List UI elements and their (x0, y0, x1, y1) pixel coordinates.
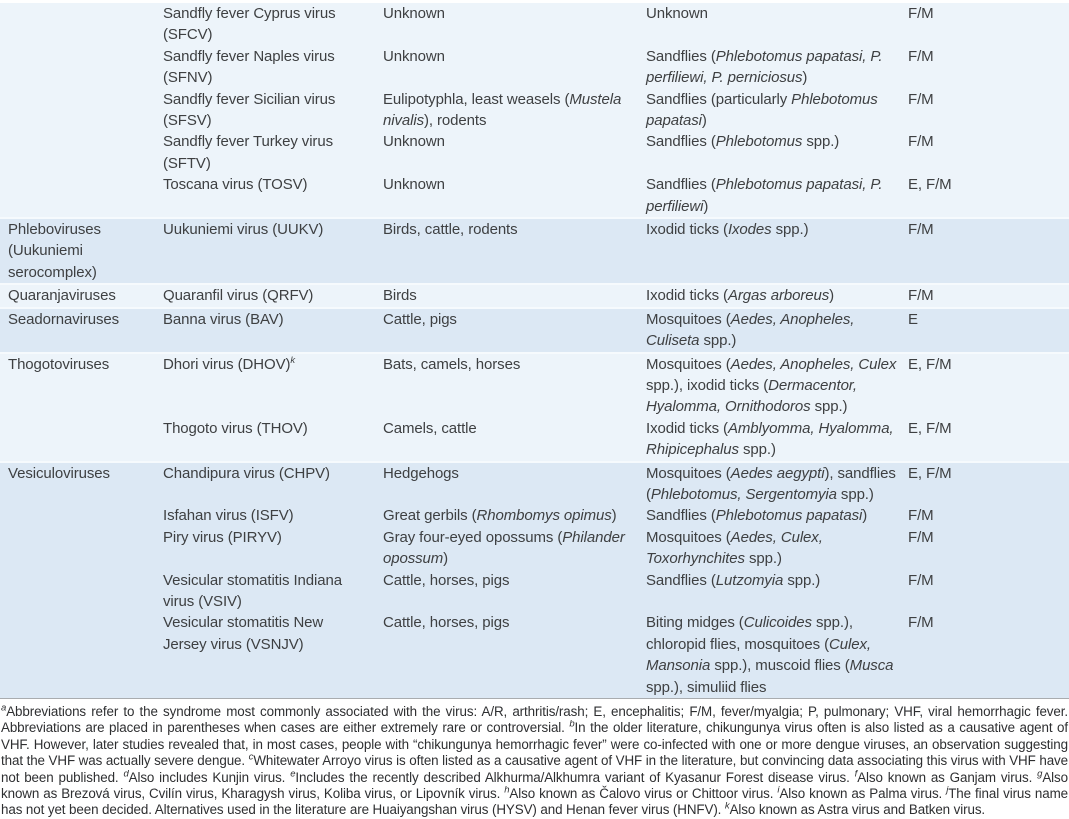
vectors-cell (646, 46, 908, 89)
table-row (0, 505, 1069, 526)
footnotes (0, 704, 1069, 819)
text-segment: Unknown (383, 5, 445, 22)
syndrome-cell: F/M (908, 507, 934, 525)
text-segment: Lutzomyia (715, 571, 784, 589)
footnote-marker: i (777, 784, 780, 796)
syndrome-cell: E, F/M (908, 355, 952, 373)
text-segment: Aedes aegypti (730, 464, 825, 482)
text-segment: Culex, Mansonia (646, 635, 871, 675)
vectors-cell (646, 285, 908, 306)
group-cell (8, 570, 163, 613)
table-row (0, 527, 1069, 570)
hosts-cell (383, 309, 646, 352)
text-segment: ), rodents (423, 112, 487, 130)
group-cell (8, 46, 163, 89)
virus-cell (163, 463, 383, 506)
table-row (0, 219, 1069, 283)
text-segment: Birds (383, 287, 417, 305)
syndrome-cell: E, F/M (908, 419, 952, 437)
syndrome-cell: E, F/M (908, 176, 952, 194)
hosts-cell (383, 46, 646, 89)
table-row (0, 89, 1069, 132)
text-segment: Mosquitoes ( (646, 355, 731, 373)
virus-cell (163, 418, 383, 461)
text-segment: Mosquitoes ( (646, 464, 731, 482)
text-segment: Sandflies (particularly (646, 90, 792, 108)
text-segment: spp.), ixodid ticks ( (646, 376, 769, 394)
vectors-cell (646, 174, 908, 217)
group-cell (8, 89, 163, 132)
hosts-cell (383, 131, 646, 174)
table-row (0, 46, 1069, 89)
text-segment: ) (703, 197, 709, 215)
group-cell (8, 612, 163, 698)
text-segment: Vesicular stomatitis Indiana virus (VSIV) (163, 571, 342, 610)
text-segment: Chandipura virus (CHPV) (163, 464, 330, 482)
text-segment: Vesicular stomatitis New Jersey virus (VSNJV) (163, 614, 324, 653)
text-segment: Sandfly fever Turkey virus (SFTV) (163, 133, 333, 172)
group-cell (8, 418, 163, 461)
group-cell (8, 131, 163, 174)
text-segment: Ixodes (727, 221, 772, 239)
text-segment: Biting midges ( (646, 614, 744, 632)
group-cell: Vesiculoviruses (8, 464, 110, 482)
text-segment: Philander opossum (383, 528, 625, 568)
table-section-0 (0, 3, 1069, 217)
text-segment: Eulipotyphla, least weasels ( (383, 90, 570, 108)
text-segment: Sandfly fever Cyprus virus (SFCV) (163, 5, 336, 44)
text-segment: Cattle, horses, pigs (383, 571, 510, 589)
text-segment: spp.) (744, 550, 782, 568)
table-row (0, 570, 1069, 613)
text-segment: Unknown (383, 133, 445, 151)
group-cell: Thogotoviruses (8, 355, 110, 373)
text-segment: spp.) (771, 221, 809, 239)
group-cell: Seadornaviruses (8, 310, 120, 328)
text-segment: Mosquitoes ( (646, 528, 731, 546)
text-segment: Piry virus (PIRYV) (163, 528, 282, 546)
footnote-marker: k (724, 800, 730, 812)
text-segment: Cattle, pigs (383, 310, 457, 328)
virus-cell (163, 505, 383, 526)
text-segment: Thogoto virus (THOV) (163, 419, 308, 437)
text-segment: Banna virus (BAV) (163, 310, 284, 328)
syndrome-cell: F/M (908, 90, 934, 108)
syndrome-cell: E (908, 310, 918, 328)
hosts-cell (383, 418, 646, 461)
text-segment: spp.) (783, 571, 821, 589)
text-segment: spp.) (836, 485, 874, 503)
text-segment: Birds, cattle, rodents (383, 221, 518, 239)
vectors-cell (646, 463, 908, 506)
text-segment: Hedgehogs (383, 464, 459, 482)
text-segment: Ixodid ticks ( (646, 221, 728, 239)
table-section-4 (0, 352, 1069, 461)
text-segment: ) (701, 112, 707, 130)
text-segment: Unknown (646, 5, 708, 22)
text-segment: Isfahan virus (ISFV) (163, 507, 294, 525)
footnote-marker: d (123, 768, 129, 780)
hosts-cell (383, 612, 646, 698)
footnote-marker: e (290, 768, 296, 780)
text-segment: Great gerbils ( (383, 507, 477, 525)
group-cell: Quaranjaviruses (8, 287, 116, 305)
text-segment: Musca (849, 657, 894, 675)
text-segment: Aedes, Anopheles, Culiseta (646, 310, 855, 350)
syndrome-cell: F/M (908, 528, 934, 546)
footnote-marker: h (504, 784, 510, 796)
footnote-marker: g (1037, 768, 1043, 780)
text-segment: spp.) (810, 398, 848, 416)
footnote-marker: a (1, 702, 7, 714)
text-segment: Also known as Čalovo virus or Chittoor virus. (509, 786, 778, 802)
text-segment: Sandfly fever Sicilian virus (SFSV) (163, 90, 336, 130)
syndrome-cell: F/M (908, 5, 934, 22)
syndrome-cell: F/M (908, 287, 934, 305)
vectors-cell (646, 3, 908, 46)
vectors-cell (646, 570, 908, 613)
virus-cell (163, 612, 383, 698)
hosts-cell (383, 3, 646, 46)
vectors-cell (646, 505, 908, 526)
table-section-3 (0, 307, 1069, 352)
table-section-2 (0, 283, 1069, 306)
text-segment: Sandflies ( (646, 47, 716, 65)
vectors-cell (646, 612, 908, 698)
vectors-cell (646, 131, 908, 174)
table-row (0, 354, 1069, 418)
text-segment: Dhori virus (DHOV) (163, 355, 291, 373)
text-segment: ) (862, 507, 868, 525)
table-row (0, 418, 1069, 461)
table-row (0, 612, 1069, 698)
text-segment: Rhombomys opimus (476, 507, 612, 525)
text-segment: Unknown (383, 47, 445, 65)
syndrome-cell: F/M (908, 571, 934, 589)
group-cell: Phleboviruses (Uukuniemi serocomplex) (8, 221, 101, 281)
footnote-marker: j (946, 784, 949, 796)
text-segment: Sandfly fever Naples virus (SFNV) (163, 47, 335, 87)
text-segment: spp.), chloropid flies, mosquitoes ( (646, 614, 853, 653)
text-segment: ) (611, 507, 617, 525)
text-segment: Sandflies ( (646, 507, 716, 525)
syndrome-cell: F/M (908, 133, 934, 151)
text-segment: Mosquitoes ( (646, 310, 731, 328)
hosts-cell (383, 174, 646, 217)
text-segment: Also known as Brezová virus, Cvilín virus, Kharagysh virus, Koliba virus, or Lipovník virus. (1, 769, 1068, 802)
text-segment: Sandflies ( (646, 176, 716, 194)
vectors-cell (646, 219, 908, 283)
table-row (0, 285, 1069, 306)
text-segment: Abbreviations refer to the syndrome most commonly associated with the virus: A/R, arthritis/rash; E, encephalitis; F/M, fever/myalgia; P, pulmonary; VHF, viral hemorrhagic fever. Abbreviations are placed in parentheses when cases are either extremely rare or controversial. (1, 704, 1068, 736)
footnote-marker: c (248, 751, 254, 763)
text-segment: Camels, cattle (383, 419, 477, 437)
text-segment: Mustela nivalis (383, 90, 622, 130)
virus-cell (163, 285, 383, 306)
text-segment: Argas arboreus (727, 287, 830, 305)
text-segment: In the older literature, chikungunya virus often is also listed as a causative agent of VHF. However, later studies revealed that, in most cases, people with “chikungunya hemorrhagic fever” were co-infected with one or more dengue viruses, an observation suggesting that the VHF was actually severe dengue. (1, 720, 1069, 769)
table-row (0, 131, 1069, 174)
table-row (0, 3, 1069, 46)
vectors-cell (646, 89, 908, 132)
hosts-cell (383, 570, 646, 613)
hosts-cell (383, 285, 646, 306)
text-segment: ), sandflies ( (646, 464, 896, 503)
vectors-cell (646, 527, 908, 570)
text-segment: Phlebotomus, Sergentomyia (650, 485, 837, 503)
text-segment: Sandflies ( (646, 571, 716, 589)
text-segment: Toscana virus (TOSV) (163, 176, 308, 194)
table-row (0, 463, 1069, 506)
text-segment: spp.) (802, 133, 840, 151)
virus-cell (163, 219, 383, 283)
syndrome-cell: F/M (908, 47, 934, 65)
vectors-cell (646, 354, 908, 418)
text-segment: spp.) (699, 332, 737, 350)
text-segment: Sandflies ( (646, 133, 716, 151)
text-segment: Bats, camels, horses (383, 355, 521, 373)
hosts-cell (383, 89, 646, 132)
text-segment: Also known as Astra virus and Batken virus. (729, 802, 986, 818)
text-segment: Phlebotomus papatasi (715, 507, 863, 525)
group-cell (8, 505, 163, 526)
text-segment: Includes the recently described Alkhurma/Alkhumra variant of Kyasanur Forest disease virus. (295, 769, 855, 785)
hosts-cell (383, 505, 646, 526)
text-segment: Dermacentor, Hyalomma, Ornithodoros (646, 376, 857, 416)
text-segment: Culicoides (743, 614, 812, 632)
text-segment: ) (829, 287, 835, 305)
text-segment: Whitewater Arroyo virus is often listed as a causative agent of VHF in the literature, but convincing data associating this virus with VHF have not been published. (1, 753, 1068, 785)
text-segment: Phlebotomus (715, 133, 803, 151)
syndrome-cell: F/M (908, 614, 934, 632)
text-segment: The final virus name has not yet been decided. Alternatives used in the literature are Huaiyangshan virus (HYSV) and Henan fever virus (HNFV). (1, 786, 1068, 818)
text-segment: ) (443, 550, 449, 568)
virus-cell (163, 131, 383, 174)
table-row (0, 309, 1069, 352)
vectors-cell (646, 418, 908, 461)
virus-cell (163, 46, 383, 89)
hosts-cell (383, 463, 646, 506)
virus-cell (163, 89, 383, 132)
footnote-marker: b (569, 718, 575, 730)
text-segment: Phlebotomus papatasi (646, 90, 878, 130)
group-cell (8, 527, 163, 570)
hosts-cell (383, 527, 646, 570)
text-segment: Quaranfil virus (QRFV) (163, 287, 314, 305)
text-segment: spp.), simuliid flies (646, 678, 767, 696)
table-row (0, 174, 1069, 217)
text-segment: Also known as Palma virus. (779, 786, 947, 802)
virus-cell (163, 309, 383, 352)
table-section-5 (0, 461, 1069, 698)
text-segment: Unknown (383, 176, 445, 194)
vectors-cell (646, 309, 908, 352)
table-section-1 (0, 217, 1069, 283)
footnote-marker: k (290, 354, 296, 366)
syndrome-cell: E, F/M (908, 464, 952, 482)
text-segment: Also includes Kunjin virus. (128, 769, 291, 785)
text-segment: Ixodid ticks ( (646, 287, 728, 305)
text-segment: ) (802, 69, 808, 87)
text-segment: Ixodid ticks ( (646, 419, 728, 437)
group-cell (8, 174, 163, 217)
hosts-cell (383, 219, 646, 283)
text-segment: Cattle, horses, pigs (383, 614, 510, 632)
virus-cell (163, 174, 383, 217)
text-segment: spp.), muscoid flies ( (710, 657, 850, 675)
virus-cell (163, 3, 383, 46)
virus-cell (163, 354, 383, 418)
virus-cell (163, 570, 383, 613)
text-segment: Phlebotomus papatasi, P. perfiliewi (646, 176, 883, 215)
text-segment: Also known as Ganjam virus. (857, 769, 1038, 785)
text-segment: Aedes, Culex, Toxorhynchites (646, 528, 823, 568)
footnote-marker: f (854, 768, 858, 780)
text-segment: spp.) (738, 441, 776, 459)
text-segment: Amblyomma, Hyalomma, Rhipicephalus (646, 419, 894, 459)
text-segment: Phlebotomus papatasi, P. perfiliewi, P. perniciosus (646, 47, 883, 87)
hosts-cell (383, 354, 646, 418)
text-segment: Gray four-eyed opossums ( (383, 528, 563, 546)
text-segment: Aedes, Anopheles, Culex (730, 355, 897, 373)
group-cell (8, 3, 163, 46)
text-segment: Uukuniemi virus (UUKV) (163, 221, 324, 239)
virus-cell (163, 527, 383, 570)
syndrome-cell: F/M (908, 221, 934, 239)
